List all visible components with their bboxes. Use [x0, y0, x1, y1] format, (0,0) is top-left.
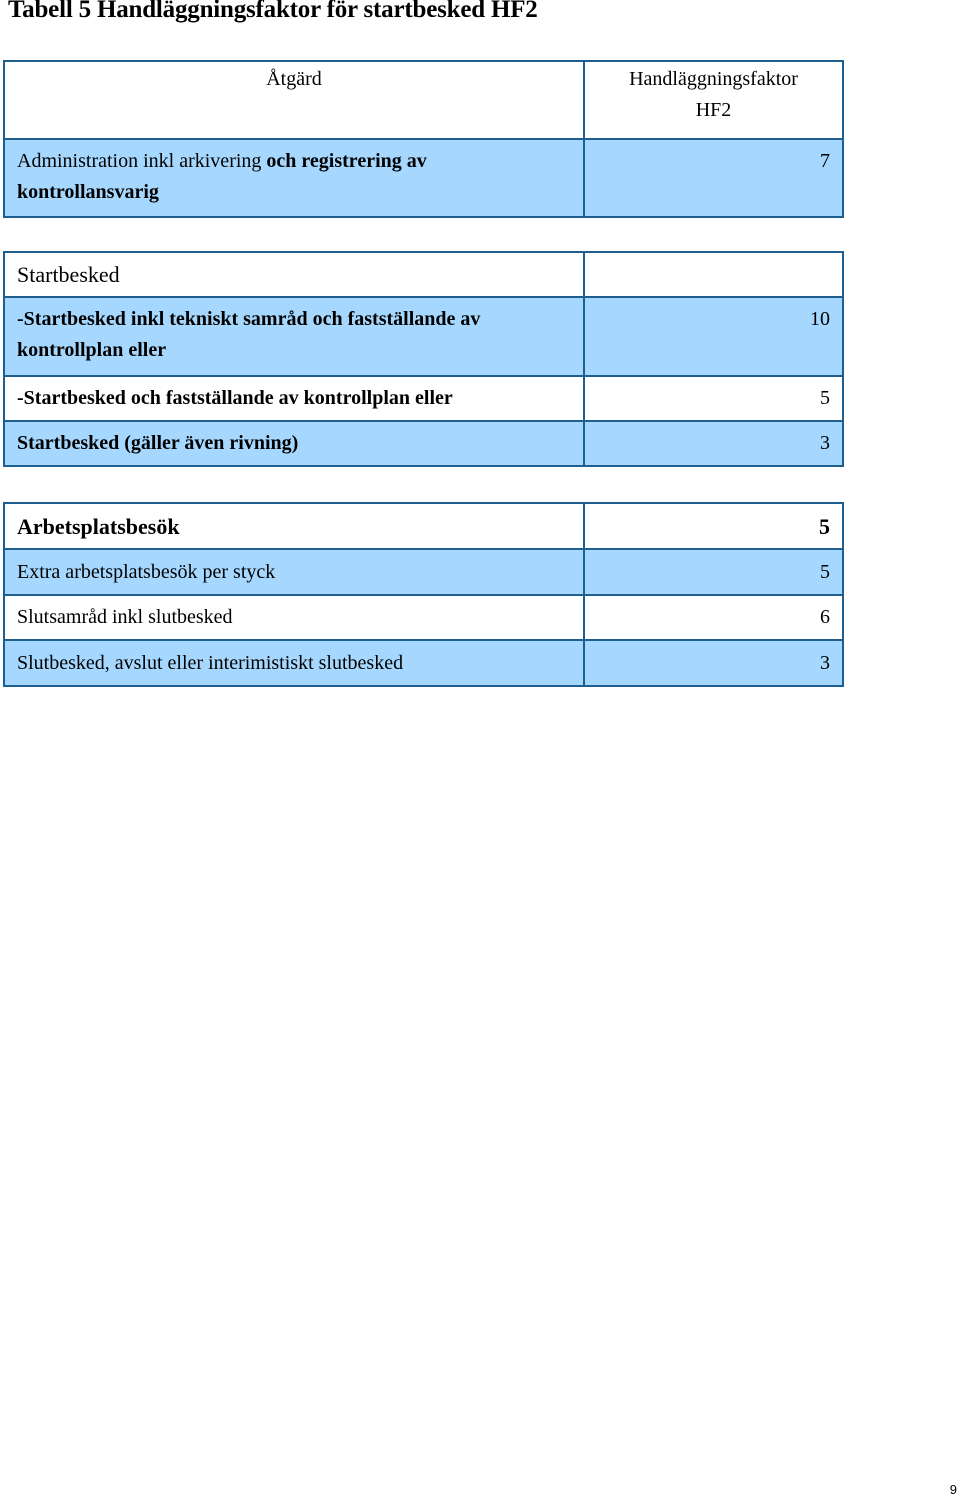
row-label-line2: kontrollplan eller: [17, 339, 167, 361]
row-label-slutbesked: Slutbesked, avslut eller interimistiskt slutbesked: [4, 640, 584, 686]
section-value-arbetsplatsbesok: 5: [584, 503, 843, 549]
column-header-factor-line1: Handläggningsfaktor: [629, 68, 798, 90]
row-value-startbesked-samrad: 10: [584, 297, 843, 376]
table-header-row: [4, 61, 843, 139]
row-label-startbesked-kontrollplan: -Startbesked och fastställande av kontrollplan eller: [4, 376, 584, 421]
row-label-plain: Administration inkl arkivering: [17, 150, 262, 172]
column-header-action-label: Åtgärd: [266, 68, 322, 90]
row-value-slutsamrad: 6: [584, 595, 843, 640]
table-row: [4, 421, 843, 466]
table-row: [4, 595, 843, 640]
section-header-row: [4, 252, 843, 297]
row-label-line1: -Startbesked inkl tekniskt samråd och fastställande av: [17, 308, 481, 330]
row-label-startbesked-rivning: Startbesked (gäller även rivning): [4, 421, 584, 466]
column-header-factor: [584, 61, 843, 139]
section-header-row: [4, 503, 843, 549]
section-title-arbetsplatsbesok: Arbetsplatsbesök: [4, 503, 584, 549]
row-label-extra-besok: Extra arbetsplatsbesök per styck: [4, 549, 584, 595]
startbesked-table: [3, 251, 844, 467]
table-row: [4, 139, 843, 217]
row-value-startbesked-kontrollplan: 5: [584, 376, 843, 421]
row-value-startbesked-rivning: 3: [584, 421, 843, 466]
row-label-bold-2: kontrollansvarig: [17, 181, 159, 203]
row-label-bold-1: och registrering av: [266, 150, 427, 172]
table-row: [4, 376, 843, 421]
column-header-action: [4, 61, 584, 139]
row-label-slutsamrad: Slutsamråd inkl slutbesked: [4, 595, 584, 640]
row-value-slutbesked: 3: [584, 640, 843, 686]
table-row: [4, 297, 843, 376]
section-title-startbesked: Startbesked: [4, 252, 584, 297]
row-value-extra-besok: 5: [584, 549, 843, 595]
row-label-startbesked-samrad: [4, 297, 584, 376]
table-row: [4, 640, 843, 686]
table-row: [4, 549, 843, 595]
column-header-factor-line2: HF2: [695, 99, 732, 121]
row-value-administration: 7: [584, 139, 843, 217]
handling-factor-table: [3, 60, 844, 218]
arbetsplatsbesok-table: [3, 502, 844, 687]
page-number: 9: [949, 1482, 957, 1497]
row-label-administration: [4, 139, 584, 217]
page-title: Tabell 5 Handläggningsfaktor för startbesked HF2: [8, 0, 538, 23]
section-empty-cell: [584, 252, 843, 297]
